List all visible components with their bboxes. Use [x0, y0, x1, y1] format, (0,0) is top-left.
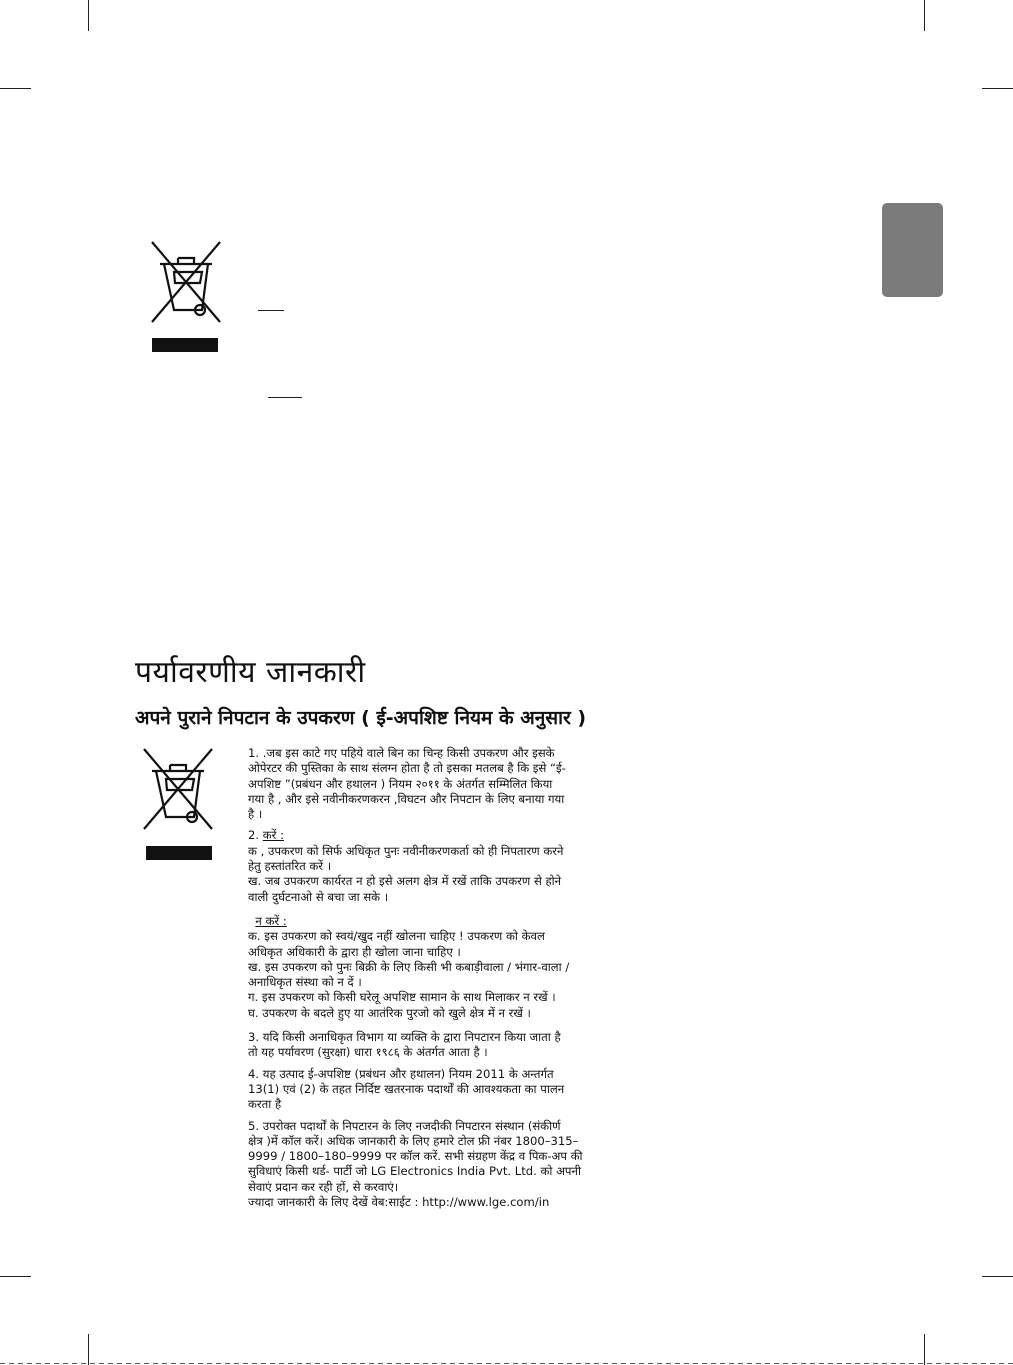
text-line: सुविधाएं किसी थर्ड- पार्टी जो LG Electronics India Pvt. Ltd. को अपनी	[248, 1164, 581, 1179]
crossed-out-wheelie-bin-icon	[140, 745, 216, 863]
crop-mark	[88, 1334, 89, 1365]
text-line: क , उपकरण को सिर्फ अधिकृत पुनः नवीनीकरणकर्ता को ही निपतारण करने	[248, 843, 564, 858]
text-line: ओपेरटर की पुस्तिका के साथ संलग्न होता है तो इसका मतलब है कि इसे “ई-	[248, 761, 566, 776]
website-line: ज्यादा जानकारी के लिए देखें वेब:साईट : http://www.lge.com/in	[248, 1195, 550, 1210]
text-line: अधिकृत अधिकारी के द्वारा ही खोला जाना चाहिए ।	[248, 944, 461, 959]
text-line: 4. यह उत्पाद ई-अपशिष्ट (प्रबंधन और हथालन) नियम 2011 के अन्तर्गत	[248, 1066, 554, 1081]
crossed-out-wheelie-bin-icon	[148, 238, 224, 354]
disposal-notice	[248, 746, 688, 1210]
text-line: क्षेत्र )में कॉल करें। अधिक जानकारी के लिए हमारे टोल फ्री नंबर 1800–315–	[248, 1133, 579, 1148]
item-number: 2.	[248, 828, 260, 843]
crop-mark	[924, 1334, 925, 1365]
text-line: तो यह पर्यावरण (सुरक्षा) धारा १९८६ के अंतर्गत आता है ।	[248, 1045, 488, 1060]
underline-mark	[258, 310, 284, 311]
underline-mark	[268, 397, 302, 398]
page-title: पर्यावरणीय जानकारी	[135, 655, 366, 690]
language-tab	[882, 203, 943, 297]
crop-mark	[0, 1276, 31, 1277]
text-line: ख. जब उपकरण कार्यरत न हो इसे अलग क्षेत्र में रखें ताकि उपकरण से होने	[248, 874, 562, 889]
perforation-line	[0, 1363, 1013, 1364]
text-line: 5. उपरोक्त पदार्थों के निपटारन के लिए नजदीकी निपटारन संस्थान (संकीर्ण	[248, 1118, 561, 1133]
text-line: अपशिष्ट ”(प्रबंधन और हथालन ) नियम २०११ के अंतर्गत सम्मिलित किया	[248, 776, 553, 791]
text-line: ख. इस उपकरण को पुनः बिक्री के लिए किसी भी कबाड़ीवाला / भंगार-वाला /	[248, 959, 570, 974]
crop-mark	[0, 88, 31, 89]
text-line: सेवाएं प्रदान कर रही हों, से करवाएं।	[248, 1179, 399, 1194]
crop-mark	[88, 0, 89, 31]
text-line: हेतु हस्तांतरित करें ।	[248, 859, 332, 874]
dont-label: न करें :	[255, 913, 287, 928]
text-line: अनाधिकृत संस्था को न दें ।	[248, 975, 362, 990]
text-line: 13(1) एवं (2) के तहत निर्दिष्ट खतरनाक पदार्थों की आवश्यकता का पालन	[248, 1081, 565, 1096]
crop-mark	[982, 88, 1013, 89]
text-line: करता है	[248, 1097, 282, 1112]
do-label: करें :	[262, 828, 284, 843]
text-line: गया है , और इसे नवीनीकरणकरन ,विघटन और निपटान के लिए बनाया गया	[248, 791, 565, 806]
text-line: वाली दुर्घटनाओ से बचा जा सके ।	[248, 889, 389, 904]
text-line: घ. उपकरण के बदले हुए या आतंरिक पुरजो को खुले क्षेत्र में न रखें ।	[248, 1005, 531, 1020]
text-line: है ।	[248, 807, 263, 822]
dont-heading	[248, 914, 688, 929]
text-line: 1. .जब इस काटे गए पहिये वाले बिन का चिन्ह किसी उपकरण और इसके	[248, 746, 555, 760]
crop-mark	[982, 1276, 1013, 1277]
do-heading	[248, 828, 688, 843]
page-subtitle: अपने पुराने निपटान के उपकरण ( ई-अपशिष्ट नियम के अनुसार )	[135, 707, 587, 729]
text-line: क. इस उपकरण को स्वयं/खुद नहीं खोलना चाहिए ! उपकरण को केवल	[248, 929, 545, 944]
text-line: ग. इस उपकरण को किसी घरेलू अपशिष्ट सामान के साथ मिलाकर न रखें ।	[248, 990, 556, 1005]
text-line: 3. यदि किसी अनाधिकृत विभाग या व्यक्ति के द्वारा निपटारन किया जाता है	[248, 1030, 561, 1045]
text-line: 9999 / 1800–180–9999 पर कॉल करें. सभी संग्रहण केंद्र व पिक-अप की	[248, 1149, 583, 1164]
crop-mark	[924, 0, 925, 31]
